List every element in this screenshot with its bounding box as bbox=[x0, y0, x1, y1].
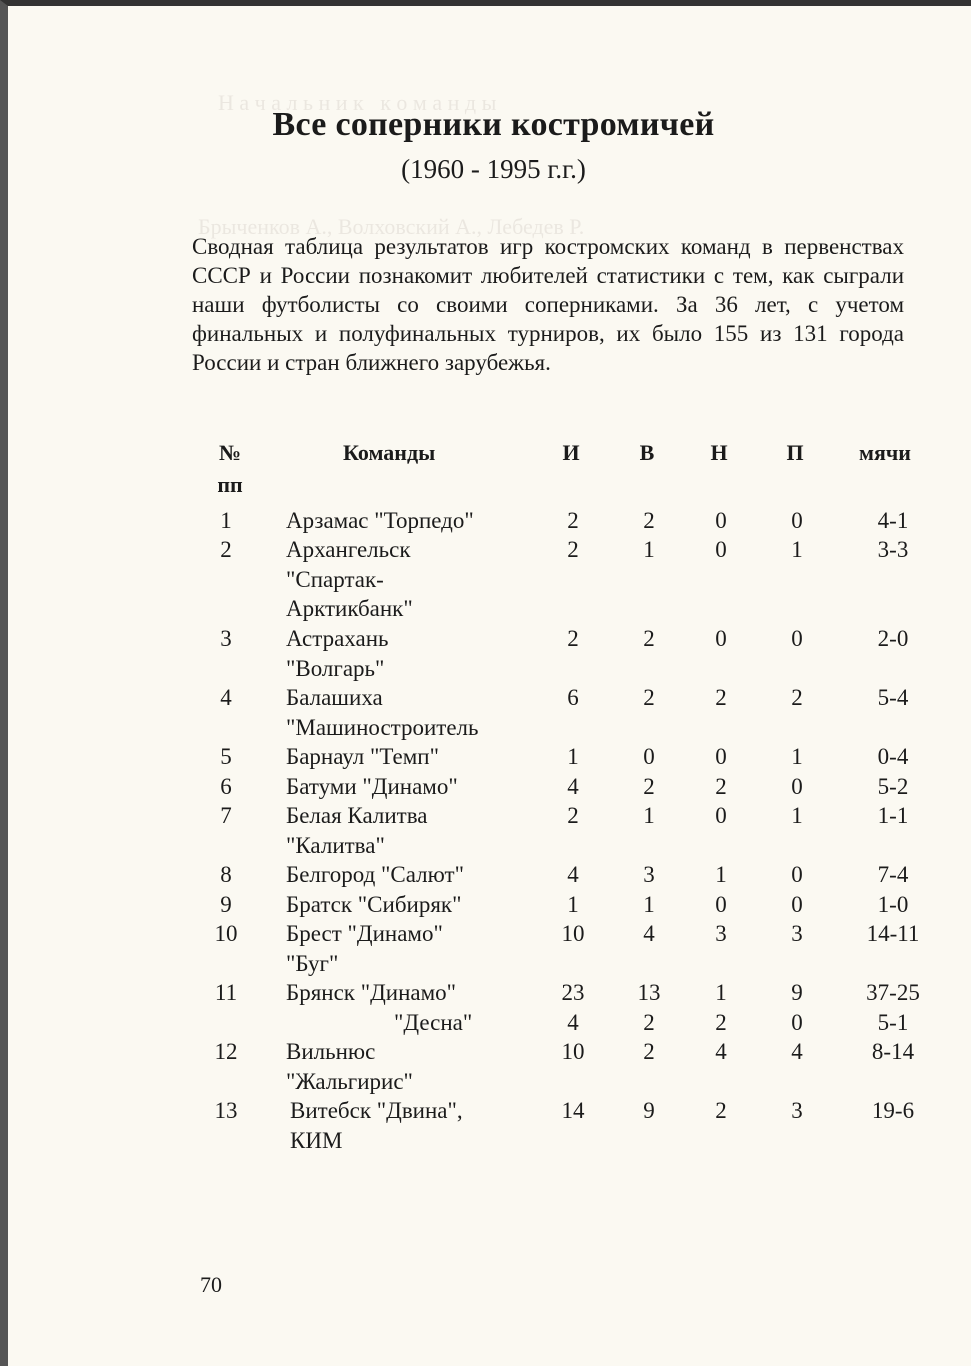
goals-cell: 19-6 bbox=[871, 1098, 915, 1123]
team-cell bbox=[286, 860, 536, 890]
team-name-line: Балашиха bbox=[286, 685, 383, 710]
losses-cell: 0 bbox=[791, 862, 803, 887]
team-cell bbox=[286, 1037, 536, 1096]
draws-cell: 0 bbox=[715, 803, 727, 828]
games-cell: 1 bbox=[567, 744, 579, 769]
goals-cell: 1-0 bbox=[877, 892, 909, 917]
losses-cell: 0 bbox=[791, 508, 803, 533]
team-name-line: Архангельск bbox=[286, 537, 411, 562]
team-cell bbox=[286, 801, 536, 860]
row-number: 12 bbox=[214, 1039, 238, 1064]
games-cell: 4 bbox=[567, 862, 579, 887]
losses-cell: 1 bbox=[791, 537, 803, 562]
row-number: 2 bbox=[220, 537, 232, 562]
games-cell: 6 bbox=[567, 685, 579, 710]
wins-cell: 13 bbox=[637, 980, 661, 1005]
team-name-line: Барнаул "Темп" bbox=[286, 744, 440, 769]
row-number: 5 bbox=[220, 744, 232, 769]
team-name-line: Арзамас "Торпедо" bbox=[286, 508, 474, 533]
draws-cell: 2 bbox=[715, 685, 727, 710]
team-name-line: Вильнюс bbox=[286, 1039, 376, 1064]
team-cell bbox=[286, 683, 536, 742]
goals-cell: 5-4 bbox=[877, 685, 909, 710]
header-draws: Н bbox=[710, 440, 728, 465]
wins-cell: 0 bbox=[643, 744, 655, 769]
games-cell: 10 bbox=[561, 1039, 585, 1064]
wins-cell: 3 bbox=[643, 862, 655, 887]
draws-cell: 3 bbox=[715, 921, 727, 946]
losses-cell: 2 bbox=[791, 685, 803, 710]
row-number: 1 bbox=[220, 508, 232, 533]
losses-cell: 1 bbox=[791, 744, 803, 769]
goals-cell: 4-1 bbox=[877, 508, 909, 533]
intro-paragraph: Сводная таблица результатов игр костромских команд в первенствах СССР и России познакомит любителей статистики с тем, как сыграли наши футболисты со своими соперниками. За 36 лет, с учетом финальных и полуфинальных турниров, их было 155 из 131 города России и стран ближнего зарубежья. bbox=[192, 234, 904, 375]
draws-cell: 0 bbox=[715, 508, 727, 533]
draws-cell: 4 bbox=[715, 1039, 727, 1064]
team-name-line: "Машиностроитель bbox=[286, 714, 479, 740]
team-name-line: Батуми "Динамо" bbox=[286, 774, 458, 799]
page-subtitle: (1960 - 1995 г.г.) bbox=[401, 154, 586, 184]
row-number: 8 bbox=[220, 862, 232, 887]
draws-cell: 2 bbox=[715, 1098, 727, 1123]
team-cell bbox=[286, 506, 536, 536]
games-cell: 2 bbox=[567, 537, 579, 562]
losses-cell: 0 bbox=[791, 892, 803, 917]
wins-cell: 1 bbox=[643, 892, 655, 917]
wins-cell: 2 bbox=[643, 1010, 655, 1035]
wins-cell: 2 bbox=[643, 1039, 655, 1064]
losses-cell: 9 bbox=[791, 980, 803, 1005]
draws-cell: 1 bbox=[715, 862, 727, 887]
goals-cell: 14-11 bbox=[866, 921, 920, 946]
losses-cell: 3 bbox=[791, 1098, 803, 1123]
goals-cell: 1-1 bbox=[877, 803, 909, 828]
goals-cell: 2-0 bbox=[877, 626, 909, 651]
goals-cell: 8-14 bbox=[871, 1039, 915, 1064]
wins-cell: 9 bbox=[643, 1098, 655, 1123]
team-cell bbox=[286, 919, 536, 978]
losses-cell: 0 bbox=[791, 774, 803, 799]
wins-cell: 2 bbox=[643, 626, 655, 651]
wins-cell: 2 bbox=[643, 774, 655, 799]
team-cell bbox=[286, 624, 536, 683]
team-cell bbox=[286, 978, 536, 1008]
header-team: Команды bbox=[343, 440, 436, 465]
games-cell: 14 bbox=[561, 1098, 585, 1123]
team-name-line: "Спартак- bbox=[286, 566, 384, 592]
draws-cell: 0 bbox=[715, 626, 727, 651]
team-name-line: "Калитва" bbox=[286, 832, 385, 858]
bleed-through-text: Брыченков А., Волховский А., Лебедев Р. bbox=[198, 214, 585, 239]
team-name-line: Белгород "Салют" bbox=[286, 862, 464, 887]
wins-cell: 2 bbox=[643, 508, 655, 533]
row-number: 11 bbox=[214, 980, 238, 1005]
team-name-line: Витебск "Двина", bbox=[290, 1098, 463, 1123]
team-cell bbox=[286, 772, 536, 802]
games-cell: 4 bbox=[567, 774, 579, 799]
draws-cell: 0 bbox=[715, 537, 727, 562]
wins-cell: 1 bbox=[643, 803, 655, 828]
team-name-line: КИМ bbox=[290, 1127, 343, 1153]
losses-cell: 3 bbox=[791, 921, 803, 946]
row-number: 6 bbox=[220, 774, 232, 799]
team-name-line: Братск "Сибиряк" bbox=[286, 892, 462, 917]
games-cell: 2 bbox=[567, 508, 579, 533]
draws-cell: 2 bbox=[715, 1010, 727, 1035]
games-cell: 2 bbox=[567, 803, 579, 828]
header-losses: П bbox=[786, 440, 804, 465]
games-cell: 1 bbox=[567, 892, 579, 917]
team-name-line: Белая Калитва bbox=[286, 803, 428, 828]
team-name-line: "Десна" bbox=[394, 1010, 473, 1035]
header-number: № пп bbox=[217, 440, 243, 497]
row-number: 13 bbox=[214, 1098, 238, 1123]
team-cell bbox=[286, 1096, 540, 1155]
goals-cell: 5-2 bbox=[877, 774, 909, 799]
team-cell bbox=[286, 890, 536, 920]
goals-cell: 7-4 bbox=[877, 862, 909, 887]
row-number: 3 bbox=[220, 626, 232, 651]
team-name-line: Астрахань bbox=[286, 626, 389, 651]
team-name-line: Брянск "Динамо" bbox=[286, 980, 457, 1005]
bleed-through-text: Н а ч а л ь н и к к о м а н д ы bbox=[218, 90, 497, 115]
draws-cell: 0 bbox=[715, 744, 727, 769]
header-games: И bbox=[562, 440, 580, 465]
team-name-line: "Волгарь" bbox=[286, 655, 385, 681]
games-cell: 23 bbox=[561, 980, 585, 1005]
goals-cell: 5-1 bbox=[877, 1010, 909, 1035]
draws-cell: 1 bbox=[715, 980, 727, 1005]
row-number: 4 bbox=[220, 685, 232, 710]
goals-cell: 37-25 bbox=[866, 980, 920, 1005]
draws-cell: 2 bbox=[715, 774, 727, 799]
header-goals: мячи bbox=[859, 440, 911, 465]
team-cell bbox=[286, 742, 536, 772]
row-number: 10 bbox=[214, 921, 238, 946]
team-name-line: "Буг" bbox=[286, 950, 339, 976]
losses-cell: 1 bbox=[791, 803, 803, 828]
page-number: 70 bbox=[200, 1272, 222, 1297]
row-number: 9 bbox=[220, 892, 232, 917]
games-cell: 2 bbox=[567, 626, 579, 651]
team-cell bbox=[286, 535, 536, 624]
wins-cell: 2 bbox=[643, 685, 655, 710]
team-cell bbox=[286, 1008, 644, 1038]
games-cell: 4 bbox=[567, 1010, 579, 1035]
losses-cell: 0 bbox=[791, 1010, 803, 1035]
row-number: 7 bbox=[220, 803, 232, 828]
team-name-line: Брест "Динамо" bbox=[286, 921, 443, 946]
goals-cell: 3-3 bbox=[877, 537, 909, 562]
losses-cell: 4 bbox=[791, 1039, 803, 1064]
team-name-line: Арктикбанк" bbox=[286, 596, 413, 621]
page-title: Все соперники костромичей bbox=[272, 106, 715, 143]
draws-cell: 0 bbox=[715, 892, 727, 917]
goals-cell: 0-4 bbox=[877, 744, 909, 769]
games-cell: 10 bbox=[561, 921, 585, 946]
wins-cell: 4 bbox=[643, 921, 655, 946]
header-wins: В bbox=[639, 440, 655, 465]
losses-cell: 0 bbox=[791, 626, 803, 651]
wins-cell: 1 bbox=[643, 537, 655, 562]
team-name-line: "Жальгирис" bbox=[286, 1068, 413, 1094]
